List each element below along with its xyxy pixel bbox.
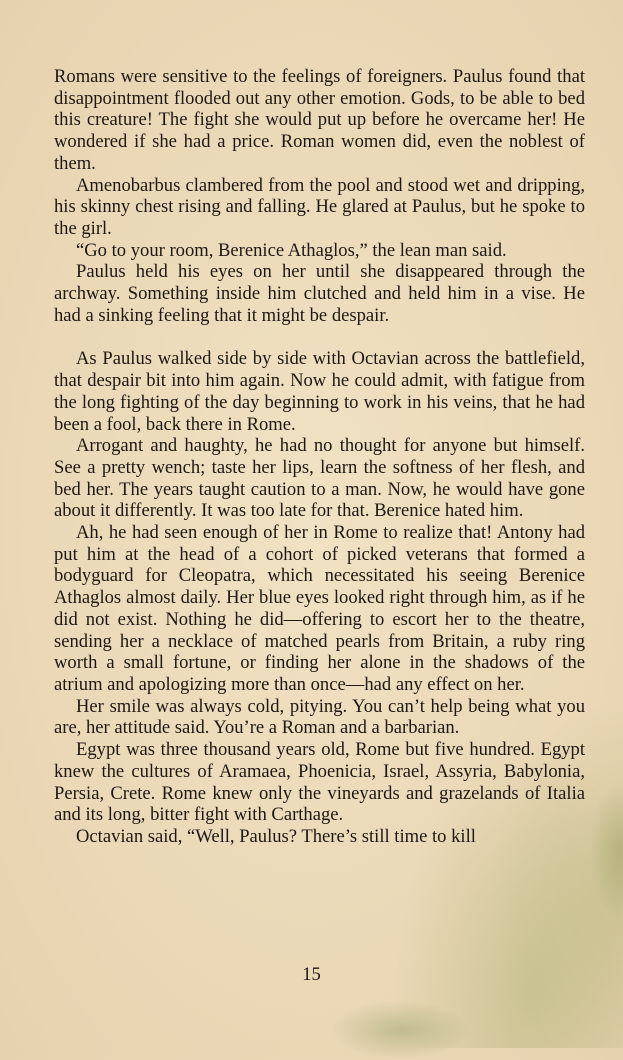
page-stain <box>330 1000 470 1060</box>
paragraph: As Paulus walked side by side with Octavian across the battlefield, that despair bit into him again. Now he could admit, with fatigue from the long fighting of the day beginning to work in his veins, that he had been a fool, back there in Rome. <box>54 348 585 435</box>
section-break <box>54 326 585 348</box>
paragraph: Ah, he had seen enough of her in Rome to realize that! Antony had put him at the head of a cohort of picked veterans that formed a bodyguard for Cleopatra, which necessitated his seeing Berenice Athaglos almost daily. Her blue eyes looked right through him, as if he did not exist. Nothing he did—offering to escort her to the theatre, sending her a necklace of matched pearls from Britain, a ruby ring worth a small fortune, or finding her alone in the shadows of the atrium and apologizing more than once—had any effect on her. <box>54 522 585 695</box>
page-body <box>54 66 585 848</box>
paragraph: Arrogant and haughty, he had no thought for anyone but himself. See a pretty wench; taste her lips, learn the softness of her flesh, and bed her. The years taught caution to a man. Now, he would have gone about it differently. It was too late for that. Berenice hated him. <box>54 435 585 522</box>
page-stain <box>590 780 623 920</box>
paragraph: Paulus held his eyes on her until she disappeared through the archway. Something inside him clutched and held him in a vise. He had a sinking feeling that it might be despair. <box>54 261 585 326</box>
paragraph: Egypt was three thousand years old, Rome but five hundred. Egypt knew the cultures of Aramaea, Phoenicia, Israel, Assyria, Babylonia, Persia, Crete. Rome knew only the vineyards and grazelands of Italia and its long, bitter fight with Carthage. <box>54 739 585 826</box>
paragraph: Amenobarbus clambered from the pool and stood wet and dripping, his skinny chest rising and falling. He glared at Paulus, but he spoke to the girl. <box>54 174 585 239</box>
paragraph: Octavian said, “Well, Paulus? There’s still time to kill <box>76 825 476 847</box>
paragraph: “Go to your room, Berenice Athaglos,” the lean man said. <box>76 239 507 261</box>
paragraph: Her smile was always cold, pitying. You can’t help being what you are, her attitude said. You’re a Roman and a barbarian. <box>54 695 585 739</box>
paragraph: Romans were sensitive to the feelings of foreigners. Paulus found that disappointment flooded out any other emotion. Gods, to be able to bed this creature! The fight she would put up before he overcame her! He wondered if she had a price. Roman women did, even the noblest of them. <box>54 66 585 174</box>
page-number: 15 <box>302 964 321 985</box>
